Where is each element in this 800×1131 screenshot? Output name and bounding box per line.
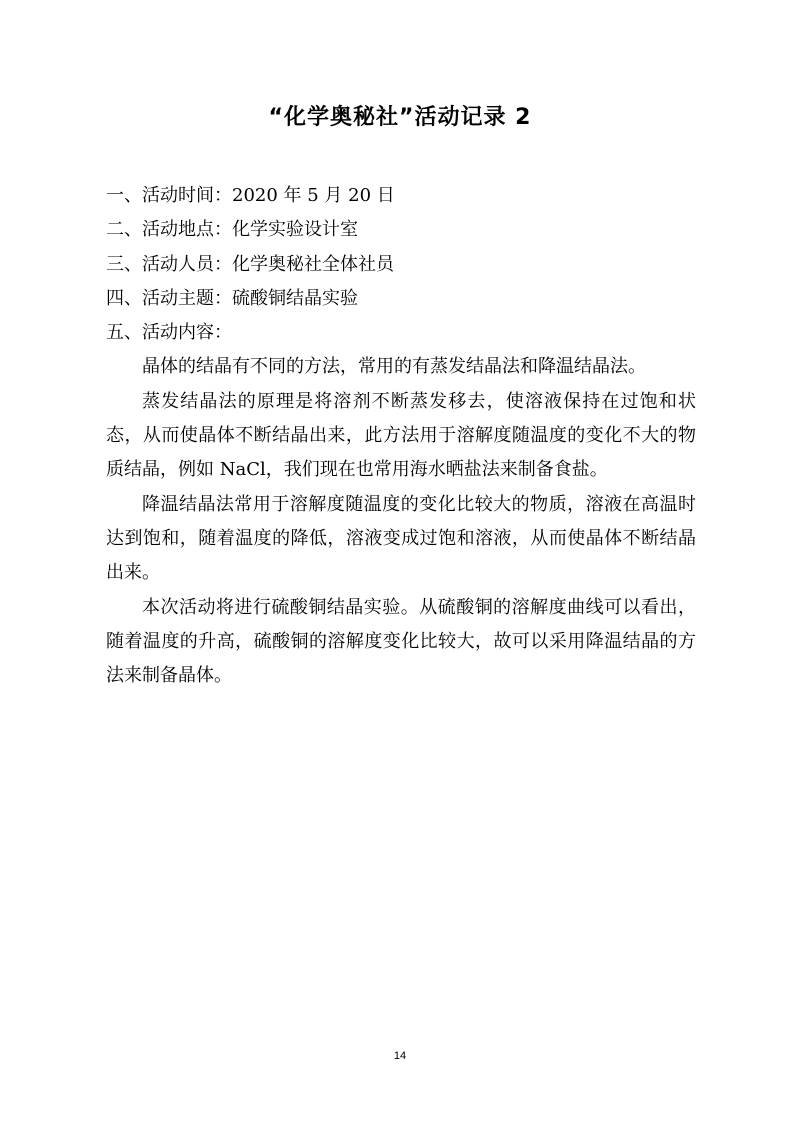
document-title: “化学奥秘社”活动记录 2 [268, 105, 532, 130]
activity-time: 一、活动时间：2020 年 5 月 20 日 [106, 185, 395, 206]
activity-participants: 三、活动人员：化学奥秘社全体社员 [106, 253, 394, 275]
page-number: 14 [393, 1050, 407, 1062]
paragraph-cooling-crystallization: 降温结晶法常用于溶解度随温度的变化比较大的物质，溶液在高温时达到饱和，随着温度的降低，溶液变成过饱和溶液，从而使晶体不断结晶出来。 [106, 493, 696, 584]
paragraph-crystallization-methods: 晶体的结晶有不同的方法，常用的有蒸发结晶法和降温结晶法。 [142, 356, 646, 378]
document-body [106, 179, 696, 693]
activity-content-heading: 五、活动内容： [106, 322, 232, 344]
activity-location: 二、活动地点：化学实验设计室 [106, 219, 358, 241]
activity-theme: 四、活动主题：硫酸铜结晶实验 [106, 287, 358, 309]
paragraph-evaporation-crystallization: 蒸发结晶法的原理是将溶剂不断蒸发移去，使溶液保持在过饱和状态，从而使晶体不断结晶出来，此方法用于溶解度随温度的变化不大的物质结晶，例如 NaCl，我们现在也常用海水晒盐法来制备食盐。 [106, 390, 696, 481]
paragraph-experiment-plan: 本次活动将进行硫酸铜结晶实验。从硫酸铜的溶解度曲线可以看出，随着温度的升高，硫酸铜的溶解度变化比较大，故可以采用降温结晶的方法来制备晶体。 [106, 596, 696, 687]
